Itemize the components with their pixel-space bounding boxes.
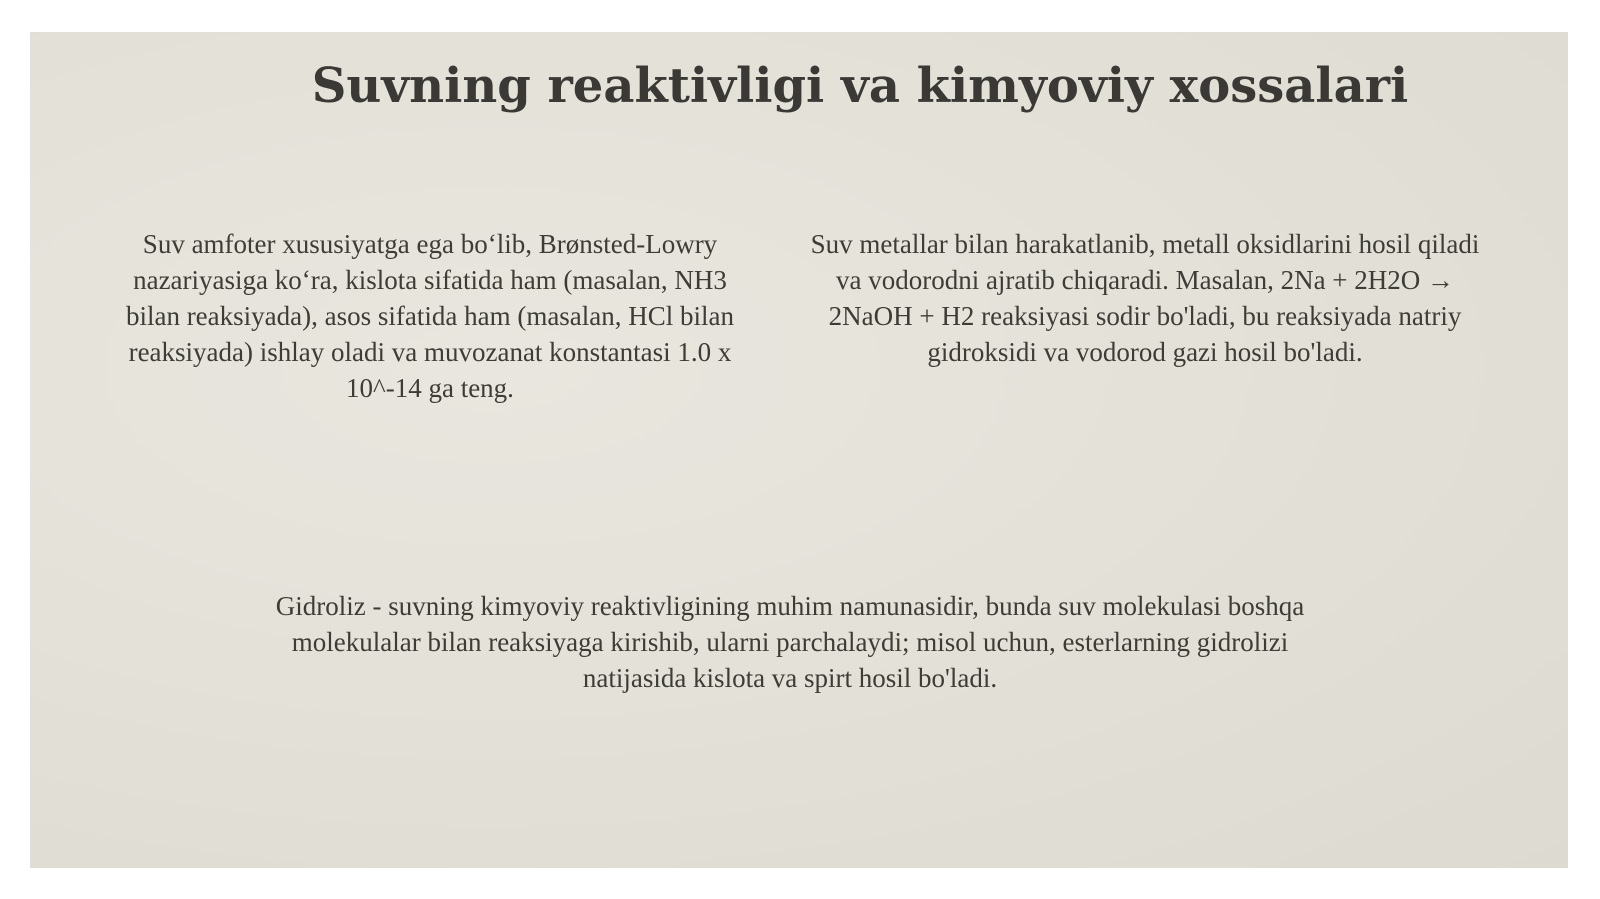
paragraph-amphoteric: Suv amfoter xususiyatga ega bo‘lib, Brønsted-Lowry nazariyasiga ko‘ra, kislota sifatida ham (masalan, NH3 bilan reaksiyada), asos sifatida ham (masalan, HCl bilan reaksiyada) ishlay oladi va muvozanat konstantasi 1.0 x 10^-14 ga teng. [125, 229, 735, 403]
slide [30, 32, 1568, 868]
paragraph-hydrolysis: Gidroliz - suvning kimyoviy reaktivligining muhim namunasidir, bunda suv molekulasi boshqa molekulalar bilan reaksiyaga kirishib, ularni parchalaydi; misol uchun, esterlarning gidrolizi natijasida kislota va spirt hosil bo'ladi. [275, 591, 1305, 693]
paragraph-metal-reaction: Suv metallar bilan harakatlanib, metall oksidlarini hosil qiladi va vodorodni ajratib chiqaradi. Masalan, 2Na + 2H2O → 2NaOH + H2 reaksiyasi sodir bo'ladi, bu reaksiyada natriy gidroksidi va vodorod gazi hosil bo'ladi. [810, 229, 1480, 367]
slide-title: Suvning reaktivligi va kimyoviy xossalari [311, 58, 1409, 114]
